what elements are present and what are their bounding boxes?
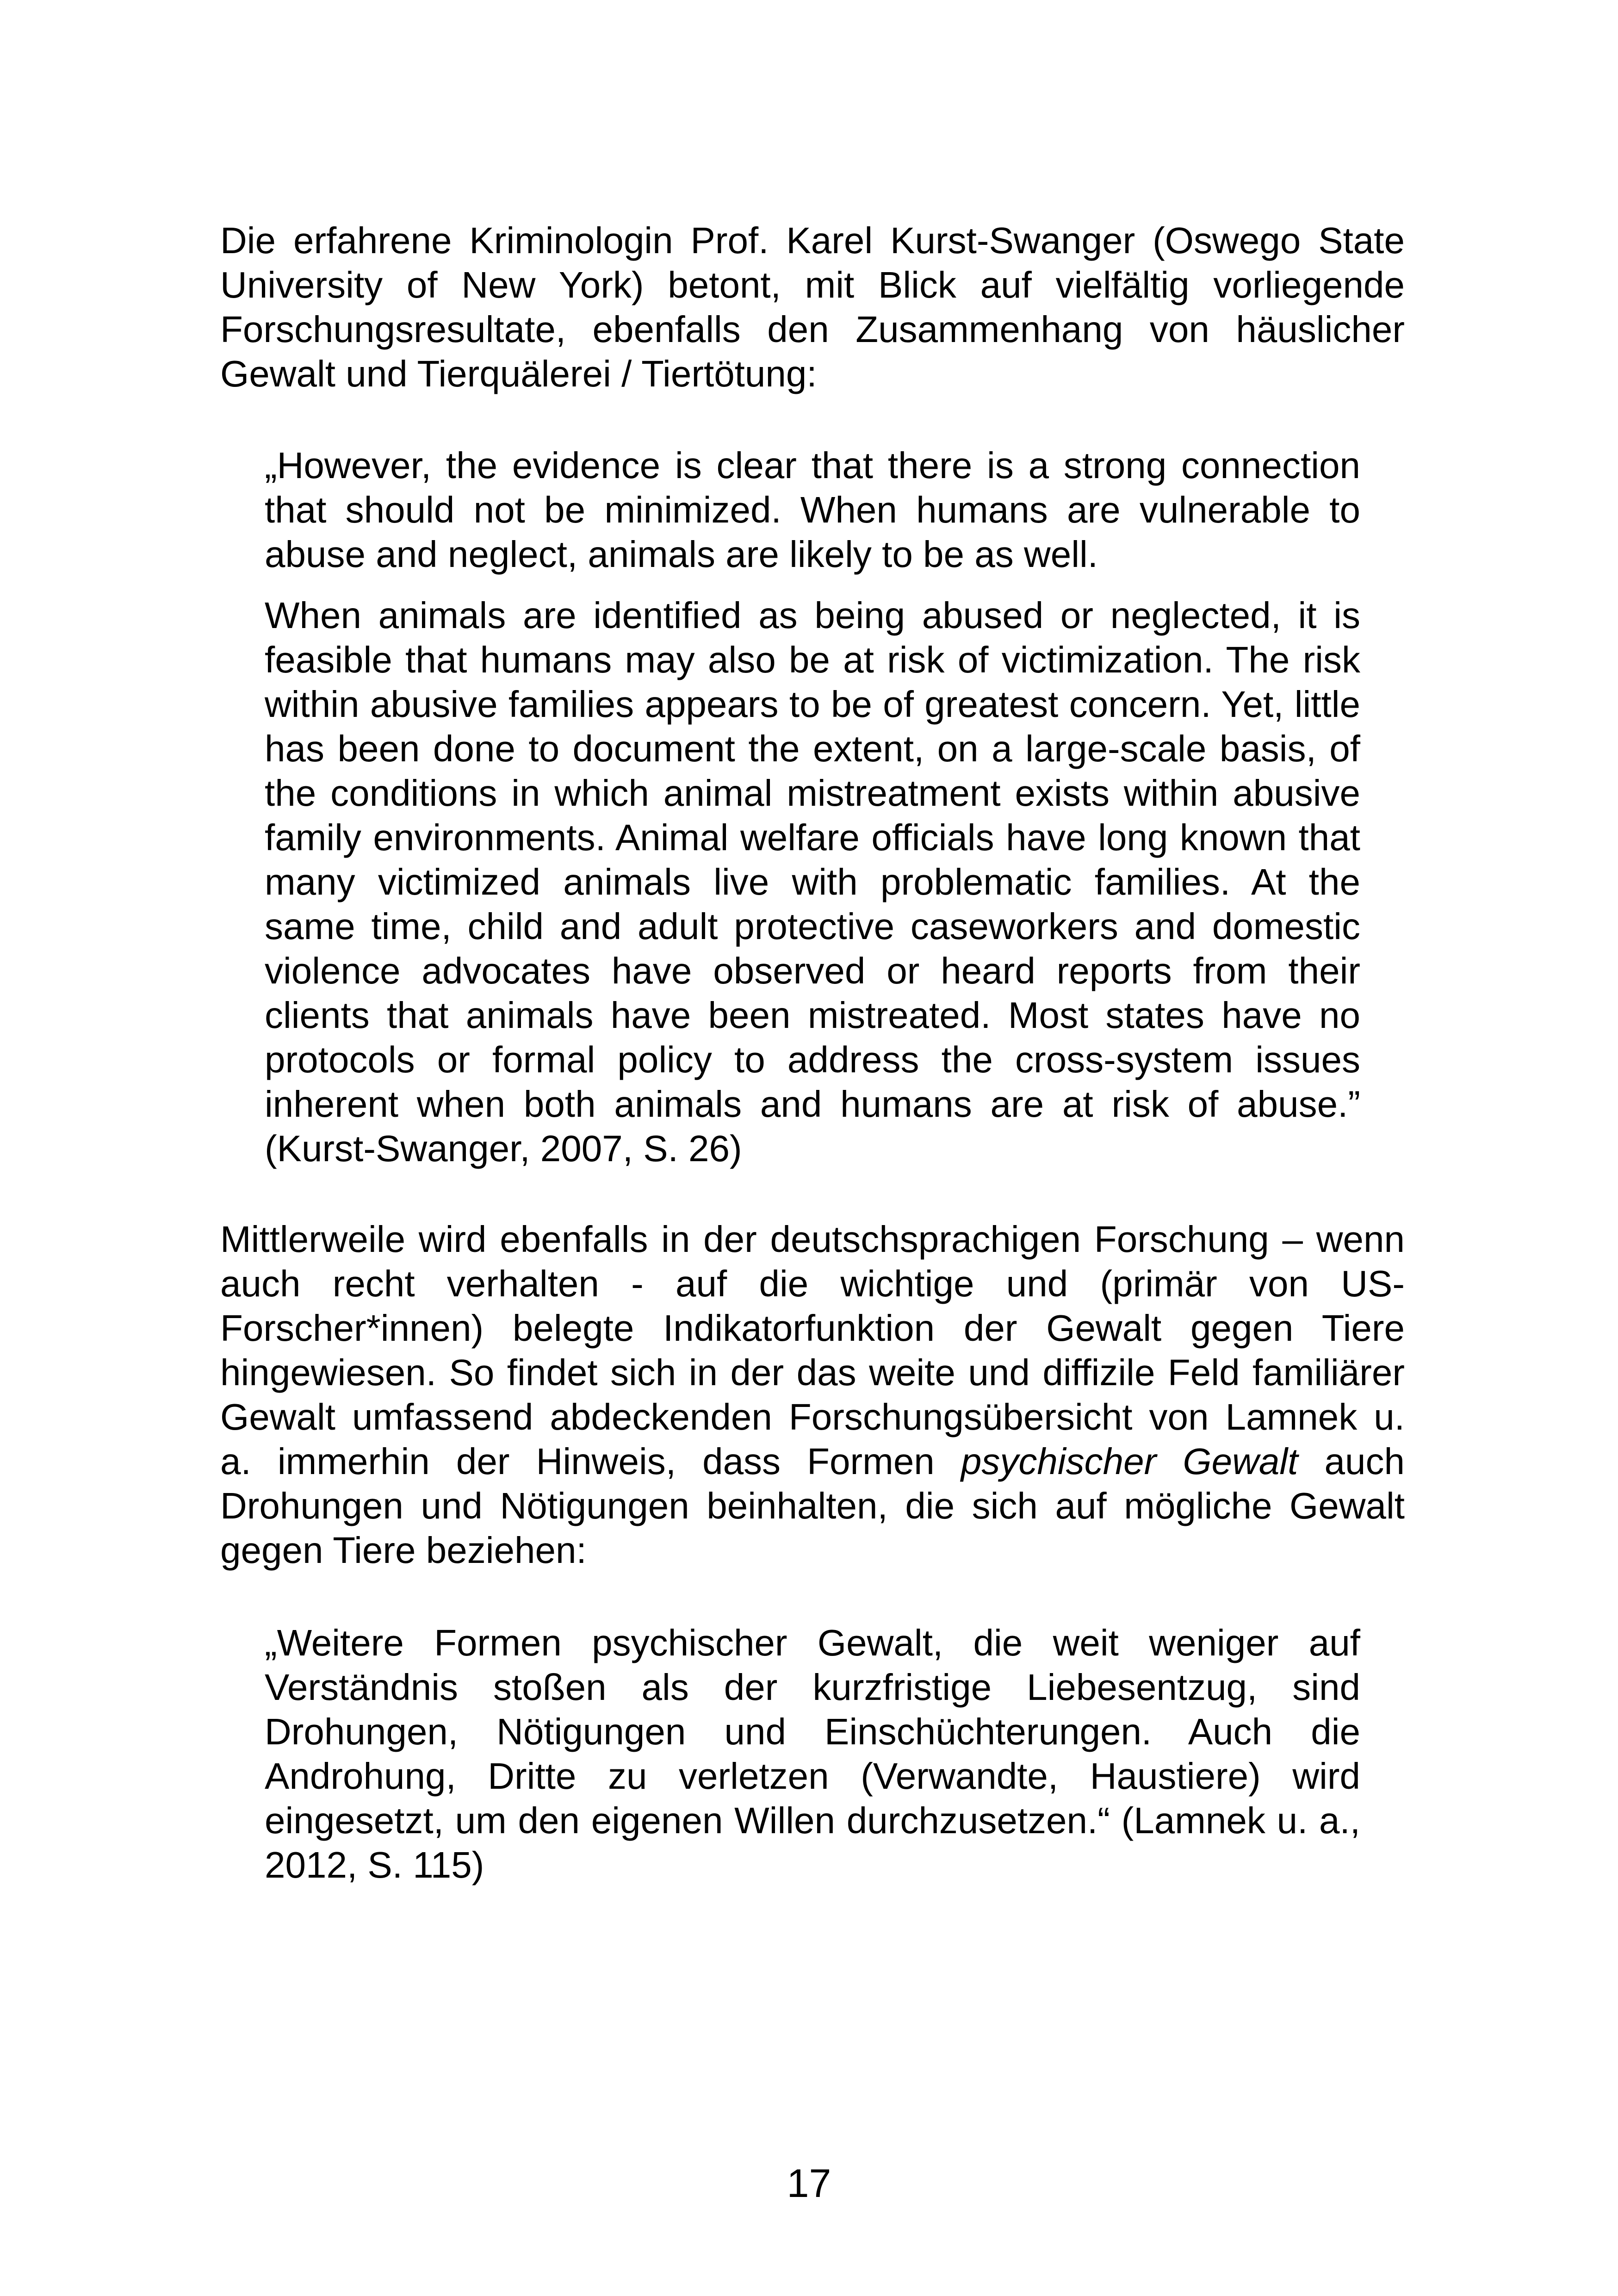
paragraph-german-research-text-2: auch Drohungen und Nötigungen beinhalten, die sich auf mögliche Gewalt gegen Tiere beziehen: <box>220 1441 1405 1571</box>
paragraph-german-research <box>220 1217 1405 1573</box>
paragraph-german-research-italic-term: psychischer Gewalt <box>961 1441 1298 1482</box>
paragraph-kurst-swanger-intro: Die erfahrene Kriminologin Prof. Karel Kurst-Swanger (Oswego State University of New York) betont, mit Blick auf vielfältig vorliegende Forschungsresultate, ebenfalls den Zusammenhang von häuslicher Gewalt und Tierquälerei / Tiertötung: <box>220 220 1405 394</box>
page-number: 17 <box>787 2161 831 2206</box>
blockquote-kurst-swanger-part2: When animals are identified as being abused or neglected, it is feasible that humans may also be at risk of victimization. The risk within abusive families appears to be of greatest concern. Yet, little has been done to document the extent, on a large-scale basis, of the conditions in which animal mistreatment exists within abusive family environments. Animal welfare officials have long known that many victimized animals live with problematic families. At the same time, child and adult protective caseworkers and domestic violence advocates have observed or heard reports from their clients that animals have been mistreated. Most states have no protocols or formal policy to address the cross-system issues inherent when both animals and humans are at risk of abuse.” (Kurst-Swanger, 2007, S. 26) <box>265 595 1360 1169</box>
blockquote-kurst-swanger-part1: „However, the evidence is clear that there is a strong connection that should not be minimized. When humans are vulnerable to abuse and neglect, animals are likely to be as well. <box>265 445 1360 575</box>
paragraph-german-research-text-1: Mittlerweile wird ebenfalls in der deutschsprachigen Forschung – wenn auch recht verhalten - auf die wichtige und (primär von US-Forscher*innen) belegte Indikatorfunktion der Gewalt gegen Tiere hingewiesen. So findet sich in der das weite und diffizile Feld familiärer Gewalt umfassend abdeckenden Forschungsübersicht von Lamnek u. a. immerhin der Hinweis, dass Formen <box>220 1219 1405 1482</box>
blockquote-lamnek: „Weitere Formen psychischer Gewalt, die weit weniger auf Verständnis stoßen als der kurzfristige Liebesentzug, sind Drohungen, Nötigungen und Einschüchterungen. Auch die Androhung, Dritte zu verletzen (Verwandte, Haustiere) wird eingesetzt, um den eigenen Willen durchzusetzen.“ (Lamnek u. a., 2012, S. 115) <box>265 1622 1360 1885</box>
